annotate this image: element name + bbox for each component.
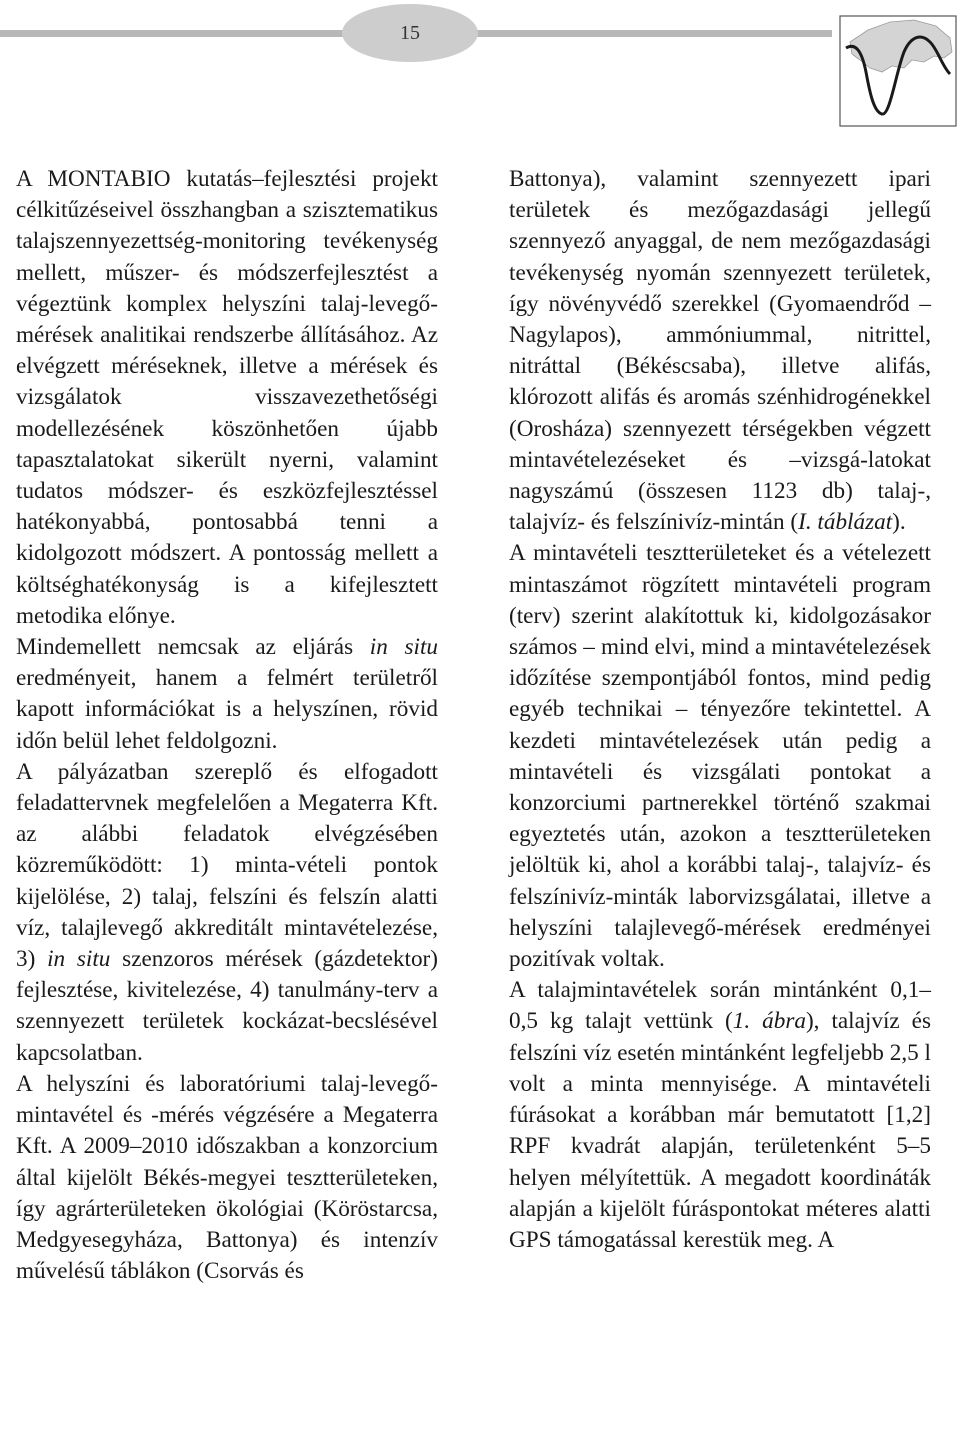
paragraph-in-situ-results — [16, 632, 438, 757]
page-number-label: 15 — [400, 21, 420, 44]
page-number — [342, 4, 478, 62]
text-segment: ). — [892, 509, 906, 536]
header-rule-right — [475, 30, 832, 37]
paragraph-contaminated-areas — [509, 164, 931, 538]
header-rule-left — [0, 30, 345, 37]
italic-in-situ: in situ — [369, 634, 438, 661]
italic-in-situ: in situ — [47, 946, 111, 973]
left-column — [16, 164, 438, 1287]
table-reference: I. táblázat — [798, 509, 893, 536]
text-segment: Mindemellett nemcsak az eljárás — [16, 634, 370, 661]
text-segment: Battonya), valamint szennyezett ipari területek és mezőgazdasági jellegű szennyező anyaggal, de nem mezőgazdasági tevékenység nyomán szennyezett területek, így növényvédő szerekkel (Gyomaendrőd – Nagylapos), ammóniummal, nitrittel, nitráttal (Békéscsaba), illetve alifás, klórozott alifás és aromás szénhidrogénekkel (Orosháza) szennyezett térségekben végzett mintavételezéseket és –vizsgá-latokat nagyszámú (összesen 1123 db) talaj-, talajvíz- és felszínivíz-mintán ( — [509, 166, 931, 536]
text-segment: eredményeit, hanem a felmért területről kapott információkat is a helyszínen, rövid időn belül lehet feldolgozni. — [16, 665, 438, 754]
right-column — [509, 164, 931, 1256]
text-segment: ), talajvíz és felszíni víz esetén mintánként legfeljebb 2,5 l volt a minta mennyisége. A mintavételi fúrásokat a korábban már bemutatott [1,2] RPF kvadrát alapján, területenként 5–5 helyen mélyítettük. A megadott koordináták alapján a kijelölt fúráspontokat méteres alatti GPS támogatással kerestük meg. A — [509, 1008, 931, 1253]
text-segment: A talajmintavételek során mintánként 0,1–0,5 kg talajt vettünk ( — [509, 977, 931, 1035]
figure-reference: 1. ábra — [732, 1008, 806, 1035]
text-segment: szenzoros mérések (gázdetektor) fejlesztése, kivitelezése, 4) tanulmány-terv a szennyezett területek kockázat-becslésével kapcsolatban. — [16, 946, 438, 1066]
paragraph-sampling-areas: A helyszíni és laboratóriumi talaj-levegő-mintavétel és -mérés végzésére a Megaterra Kft. A 2009–2010 időszakban a konzorcium által kijelölt Békés-megyei tesztterületeken, így agrárterületeken ökológiai (Köröstarcsa, Medgyesegyháza, Battonya) és intenzív művelésű táblákon (Csorvás és — [16, 1070, 438, 1285]
text-segment: A pályázatban szereplő és elfogadott feladattervnek megfelelően a Megaterra Kft. az alábbi feladatok elvégzésében közreműködött: 1) minta-vételi pontok kijelölése, 2) talaj, felszíni és felszín alatti víz, talajlevegő akkreditált mintavételezése, 3) — [16, 758, 438, 973]
paragraph-intro: A MONTABIO kutatás–fejlesztési projekt célkitűzéseivel összhangban a szisztematikus talajszennyezettség-monitoring tevékenység mellett, műszer- és módszerfejlesztést a végeztünk komplex helyszíni talaj-levegő-mérések analitikai rendszerbe állításához. Az elvégzett méréseknek, illetve a mérések és vizsgálatok visszavezethetőségi modellezésének köszönhetően újabb tapasztalatokat sikerült nyerni, valamint tudatos módszer- és eszközfejlesztéssel hatékonyabbá, pontosabbá tenni a kidolgozott módszert. A pontosság mellett a költséghatékonyság is a kifejlesztett metodika előnye. — [16, 166, 438, 629]
paragraph-sampling-program: A mintavételi tesztterületeket és a vételezett mintaszámot rögzített mintavételi program (terv) szerint alakítottuk ki, kidolgozásakor számos – mind elvi, mind a mintavételezések időzítése szempontjából fontos, mind pedig egyéb technikai – tényezőre tekintettel. A kezdeti mintavételezések után pedig a mintavételi és vizsgálati pontokat a konzorciumi partnerekkel történő szakmai egyeztetés után, azokon a tesztterületeken jelöltük ki, ahol a korábbi talaj-, talajvíz- és felszínivíz-minták laborvizsgálatai, illetve a helyszíni talajlevegő-mérések eredményei pozitívak voltak. — [509, 540, 931, 973]
paragraph-sample-quantities — [509, 975, 931, 1256]
montabio-logo-icon — [838, 12, 960, 130]
paragraph-tasks — [16, 757, 438, 1069]
